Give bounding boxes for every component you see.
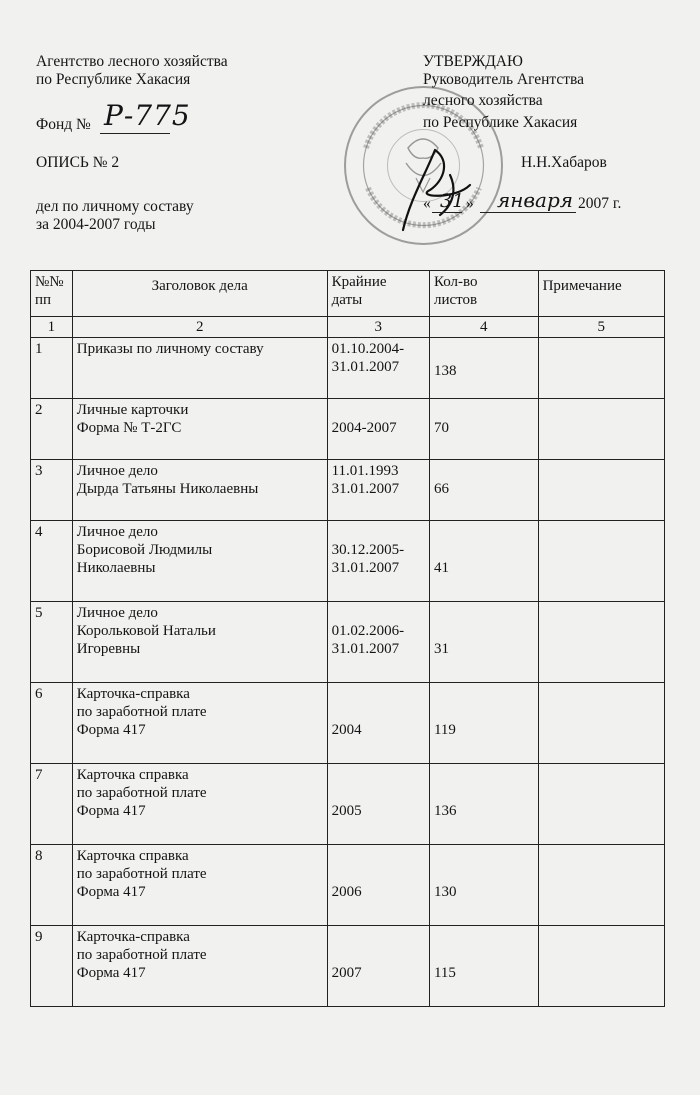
col-number: 2 bbox=[72, 317, 327, 338]
col-header-sheets: Кол-во листов bbox=[429, 271, 538, 317]
approver-role-line3: по Республике Хакасия bbox=[423, 114, 578, 131]
row-dates: 01.10.2004- 31.01.2007 bbox=[327, 338, 429, 399]
row-sheets: 41 bbox=[429, 521, 538, 602]
table-row bbox=[31, 399, 665, 460]
table-header-row bbox=[31, 271, 665, 317]
fond-label: Фонд № bbox=[36, 116, 91, 133]
row-note bbox=[538, 338, 664, 399]
table-row bbox=[31, 602, 665, 683]
table-row bbox=[31, 845, 665, 926]
date-month-underline bbox=[480, 212, 576, 213]
approver-role-line1: Руководитель Агентства bbox=[423, 71, 585, 88]
row-sheets: 70 bbox=[429, 399, 538, 460]
row-dates: 2007 bbox=[327, 926, 429, 1007]
row-dates: 2004 bbox=[327, 683, 429, 764]
row-sheets: 138 bbox=[429, 338, 538, 399]
row-sheets: 66 bbox=[429, 460, 538, 521]
opis-description-line2: за 2004-2007 годы bbox=[36, 216, 156, 233]
agency-name-line1: Агентство лесного хозяйства bbox=[36, 53, 228, 70]
col-header-note: Примечание bbox=[538, 271, 664, 317]
row-dates: 30.12.2005- 31.01.2007 bbox=[327, 521, 429, 602]
approval-title: УТВЕРЖДАЮ bbox=[423, 53, 523, 70]
table-row bbox=[31, 764, 665, 845]
date-month-handwritten: января bbox=[497, 188, 574, 212]
row-number: 8 bbox=[31, 845, 73, 926]
opis-description-line1: дел по личному составу bbox=[36, 198, 194, 215]
table-row bbox=[31, 521, 665, 602]
row-note bbox=[538, 764, 664, 845]
row-sheets: 130 bbox=[429, 845, 538, 926]
fond-number-underline bbox=[100, 133, 170, 134]
date-day-underline bbox=[432, 212, 462, 213]
row-note bbox=[538, 521, 664, 602]
col-number: 3 bbox=[327, 317, 429, 338]
col-header-number: №№ пп bbox=[31, 271, 73, 317]
col-header-title: Заголовок дела bbox=[72, 271, 327, 317]
row-note bbox=[538, 602, 664, 683]
row-dates: 01.02.2006- 31.01.2007 bbox=[327, 602, 429, 683]
col-number: 5 bbox=[538, 317, 664, 338]
row-number: 1 bbox=[31, 338, 73, 399]
row-dates: 11.01.1993 31.01.2007 bbox=[327, 460, 429, 521]
row-dates: 2005 bbox=[327, 764, 429, 845]
row-number: 2 bbox=[31, 399, 73, 460]
row-title: Личные карточки Форма № Т-2ГС bbox=[72, 399, 327, 460]
row-title: Личное дело Дырда Татьяны Николаевны bbox=[72, 460, 327, 521]
row-sheets: 115 bbox=[429, 926, 538, 1007]
column-numbering-row bbox=[31, 317, 665, 338]
row-title: Личное дело Борисовой Людмилы Николаевны bbox=[72, 521, 327, 602]
fond-number-handwritten: Р-775 bbox=[104, 99, 191, 132]
table-row bbox=[31, 926, 665, 1007]
row-dates: 2004-2007 bbox=[327, 399, 429, 460]
table-row bbox=[31, 683, 665, 764]
agency-name-line2: по Республике Хакасия bbox=[36, 71, 191, 88]
row-note bbox=[538, 926, 664, 1007]
row-number: 9 bbox=[31, 926, 73, 1007]
row-sheets: 31 bbox=[429, 602, 538, 683]
row-number: 7 bbox=[31, 764, 73, 845]
date-year: 2007 г. bbox=[578, 195, 622, 212]
date-day-handwritten: 31 bbox=[440, 190, 465, 212]
table-row bbox=[31, 338, 665, 399]
row-dates: 2006 bbox=[327, 845, 429, 926]
row-note bbox=[538, 399, 664, 460]
table-row bbox=[31, 460, 665, 521]
row-number: 6 bbox=[31, 683, 73, 764]
row-title: Карточка справка по заработной плате Форма 417 bbox=[72, 845, 327, 926]
inventory-table bbox=[30, 270, 665, 1007]
row-note bbox=[538, 845, 664, 926]
opis-title: ОПИСЬ № 2 bbox=[36, 154, 120, 171]
row-sheets: 136 bbox=[429, 764, 538, 845]
row-title: Карточка-справка по заработной плате Форма 417 bbox=[72, 926, 327, 1007]
approver-role-line2: лесного хозяйства bbox=[423, 92, 543, 109]
row-note bbox=[538, 683, 664, 764]
date-open-quote: « bbox=[423, 195, 431, 212]
row-title: Карточка-справка по заработной плате Форма 417 bbox=[72, 683, 327, 764]
row-note bbox=[538, 460, 664, 521]
row-title: Карточка справка по заработной плате Форма 417 bbox=[72, 764, 327, 845]
row-number: 4 bbox=[31, 521, 73, 602]
approver-name: Н.Н.Хабаров bbox=[521, 154, 607, 171]
col-number: 1 bbox=[31, 317, 73, 338]
col-number: 4 bbox=[429, 317, 538, 338]
row-title: Личное дело Корольковой Натальи Игоревны bbox=[72, 602, 327, 683]
row-sheets: 119 bbox=[429, 683, 538, 764]
row-number: 5 bbox=[31, 602, 73, 683]
row-number: 3 bbox=[31, 460, 73, 521]
row-title: Приказы по личному составу bbox=[72, 338, 327, 399]
date-close-quote: » bbox=[466, 195, 474, 212]
col-header-dates: Крайние даты bbox=[327, 271, 429, 317]
